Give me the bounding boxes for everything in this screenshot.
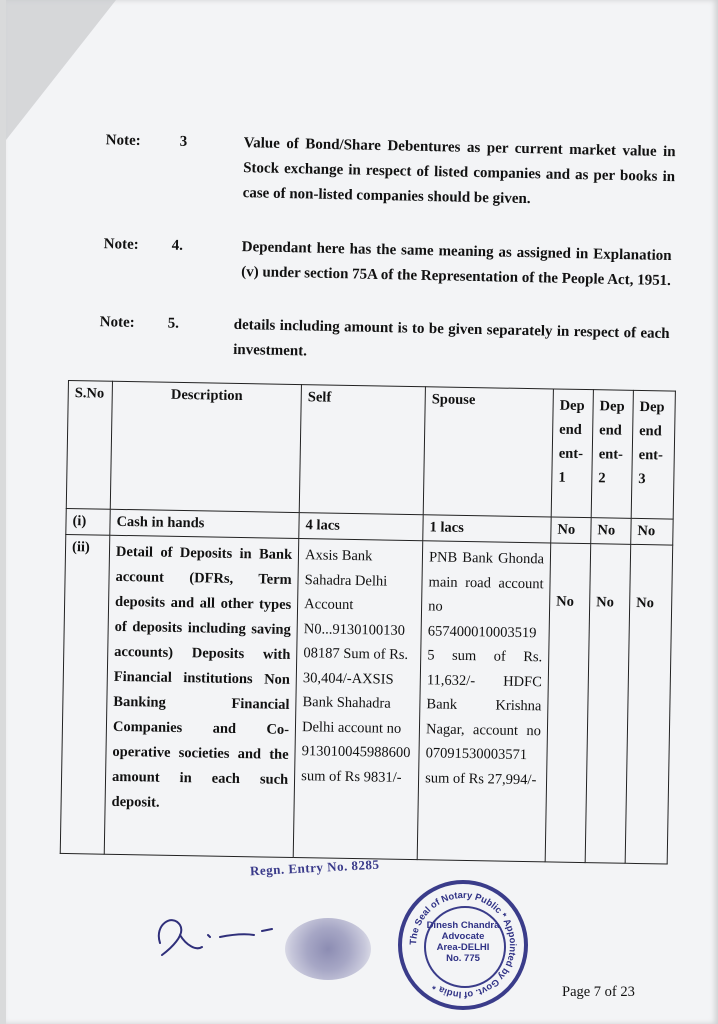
row-dependent-1: No xyxy=(551,517,591,544)
seal-line: Area-DELHI xyxy=(436,942,490,953)
row-sno: (ii) xyxy=(60,534,110,854)
entry-stamp-text: Regn. Entry No. 8285 xyxy=(249,856,380,879)
header-sno: S.No xyxy=(66,381,112,510)
seal-line: Advocate xyxy=(441,931,485,942)
row-dependent-1: No xyxy=(545,543,591,863)
note-3 xyxy=(0,126,718,231)
row-sno: (i) xyxy=(66,508,110,535)
header-dependent-2: Dep end ent- 2 xyxy=(591,390,633,519)
header-spouse: Spouse xyxy=(423,387,553,517)
row-spouse: PNB Bank Ghonda main road account no 657400010003519 5 sum of Rs. 11,632/- HDFC Bank Krishna Nagar, account no 07091530003571 sum of Rs 27,994/- xyxy=(417,541,550,862)
note-number: 3 xyxy=(179,133,188,150)
note-label: Note: xyxy=(103,236,139,253)
header-dependent-1: Dep end ent- 1 xyxy=(551,389,593,518)
note-text: Value of Bond/Share Debentures as per current market value in Stock exchange in respect of listed companies and as per books in case of non-listed companies should be given. xyxy=(242,135,676,208)
page-number: Page 7 of 23 xyxy=(562,984,635,1000)
seal-line: Dinesh Chandra xyxy=(426,920,500,931)
row-dependent-3: No xyxy=(625,544,673,864)
page-corner-shadow xyxy=(6,0,116,140)
row-self: 4 lacs xyxy=(299,513,423,541)
row-dependent-2: No xyxy=(591,518,631,545)
row-dependent-2: No xyxy=(585,544,631,864)
notary-seal xyxy=(398,880,528,1010)
note-label: Note: xyxy=(99,314,135,331)
row-description: Detail of Deposits in Bank account (DFRs, Term deposits and all other types of deposits including saving accounts) Deposits with Financial institutions Non Banking Financial Companies and Co-operative societies and the amount in each such deposit. xyxy=(104,535,299,857)
row-spouse: 1 lacs xyxy=(423,515,551,543)
note-number: 4. xyxy=(171,237,184,254)
row-self: Axsis Bank Sahadra Delhi Account N0...9130100130 08187 Sum of Rs. 30,404/-AXSIS Bank Shahadra Delhi account no 913010045988600 sum of Rs 9831/- xyxy=(293,539,423,860)
header-self: Self xyxy=(299,385,425,515)
signature-icon xyxy=(150,905,290,965)
table-header-row xyxy=(66,381,675,520)
row-description: Cash in hands xyxy=(110,509,300,538)
thumbprint-icon xyxy=(285,918,371,980)
investment-table xyxy=(60,380,676,865)
note-text: details including amount is to be given separately in respect of each investment. xyxy=(233,316,670,360)
seal-line: No. 775 xyxy=(446,953,480,964)
table-row xyxy=(60,534,672,864)
note-text: Dependant here has the same meaning as assigned in Explanation (v) under section 75A of the Representation of the People Act, 1951. xyxy=(241,239,672,290)
seal-ring-text: The Seal of Notary Public * Appointed by Govt. of India * xyxy=(408,890,518,1000)
seal-center-text xyxy=(422,920,504,964)
header-description: Description xyxy=(110,381,301,512)
header-dependent-3: Dep end ent- 3 xyxy=(631,390,675,519)
note-number: 5. xyxy=(167,315,180,332)
row-dependent-3: No xyxy=(631,518,673,545)
note-label: Note: xyxy=(105,132,141,149)
